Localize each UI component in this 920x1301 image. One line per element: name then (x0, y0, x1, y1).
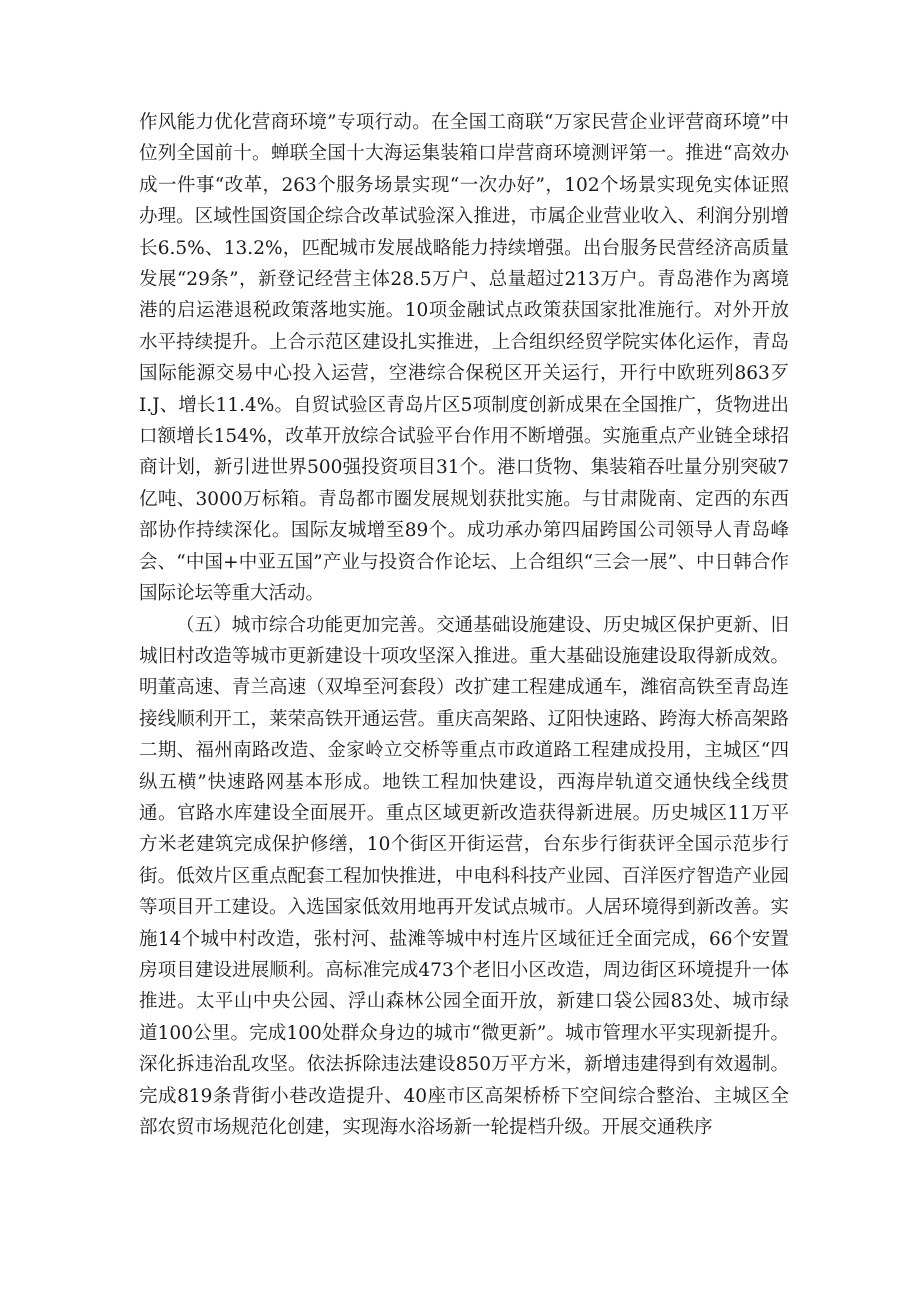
document-body (139, 107, 789, 1143)
paragraph-opening-and-reform: 作风能力优化营商环境”专项行动。在全国工商联“万家民营企业评营商环境”中位列全国前十。蝉联全国十大海运集装箱口岸营商环境测评第一。推进“高效办成一件事“改革，263个服务场景实现“一次办好”，102个场景实现免实体证照办理。区域性国资国企综合改革试验深入推进，市属企业营业收入、利润分别增长6.5%、13.2%，匹配城市发展战略能力持续增强。出台服务民营经济高质量发展“29条”，新登记经营主体28.5万户、总量超过213万户。青岛港作为离境港的启运港退税政策落地实施。10项金融试点政策获国家批准施行。对外开放水平持续提升。上合示范区建设扎实推进，上合组织经贸学院实体化运作，青岛国际能源交易中心投入运营，空港综合保税区开关运行，开行中欧班列863歹I.J、增长11.4%。自贸试验区青岛片区5项制度创新成果在全国推广，货物进出口额增长154%，改革开放综合试验平台作用不断增强。实施重点产业链全球招商计划，新引进世界500强投资项目31个。港口货物、集装箱吞吐量分别突破7亿吨、3000万标箱。青岛都市圈发展规划获批实施。与甘肃陇南、定西的东西部协作持续深化。国际友城增至89个。成功承办第四届跨国公司领导人青岛峰会、“中国+中亚五国”产业与投资合作论坛、上合组织“三会一展”、中日韩合作国际论坛等重大活动。 (139, 112, 789, 605)
paragraph-urban-function: （五）城市综合功能更加完善。交通基础设施建设、历史城区保护更新、旧城旧村改造等城市更新建设十项攻坚深入推进。重大基础设施建设取得新成效。明董高速、青兰高速（双埠至河套段）改扩建工程建成通车，潍宿高铁至青岛连接线顺利开工，莱荣高铁开通运营。重庆高架路、辽阳快速路、跨海大桥高架路二期、福州南路改造、金家岭立交桥等重点市政道路工程建成投用，主城区“四纵五横”快速路网基本形成。地铁工程加快建设，西海岸轨道交通快线全线贯通。官路水库建设全面展开。重点区域更新改造获得新进展。历史城区11万平方米老建筑完成保护修缮，10个街区开街运营，台东步行街获评全国示范步行街。低效片区重点配套工程加快推进，中电科科技产业园、百洋医疗智造产业园等项目开工建设。入选国家低效用地再开发试点城市。人居环境得到新改善。实施14个城中村改造，张村河、盐滩等城中村连片区域征迁全面完成，66个安置房项目建设进展顺利。高标准完成473个老旧小区改造，周边街区环境提升一体推进。太平山中央公园、浮山森林公园全面开放，新建口袋公园83处、城市绿道100公里。完成100处群众身边的城市“微更新”。城市管理水平实现新提升。深化拆违治乱攻坚。依法拆除违法建设850万平方米，新增违建得到有效遏制。完成819条背街小巷改造提升、40座市区高架桥桥下空间综合整治、主城区全部农贸市场规范化创建，实现海水浴场新一轮提档升级。开展交通秩序 (139, 614, 789, 1138)
